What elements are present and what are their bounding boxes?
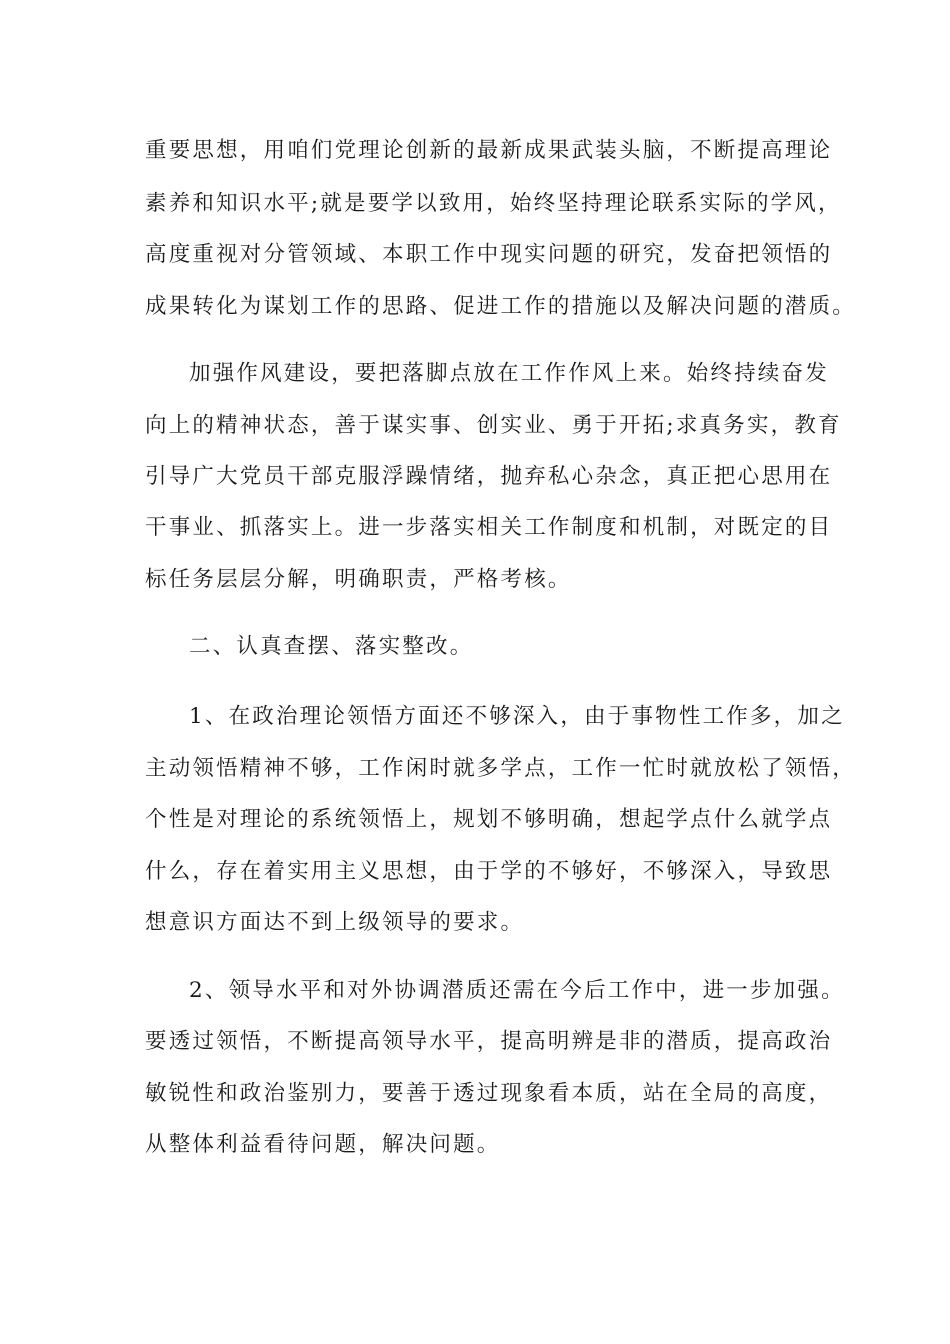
paragraph-line: 成果转化为谋划工作的思路、促进工作的措施以及解决问题的潜质。 <box>145 294 857 319</box>
paragraph-line: 1、在政治理论领悟方面还不够深入，由于事物性工作多，加之 <box>189 704 845 729</box>
paragraph-line: 重要思想，用咱们党理论创新的最新成果武装头脑，不断提高理论 <box>145 138 833 163</box>
paragraph-line: 2、领导水平和对外协调潜质还需在今后工作中，进一步加强。 <box>189 978 845 1003</box>
paragraph-line: 个性是对理论的系统领悟上，规划不够明确，想起学点什么就学点 <box>145 807 833 832</box>
paragraph-line: 加强作风建设，要把落脚点放在工作作风上来。始终持续奋发 <box>189 361 829 386</box>
paragraph-line: 干事业、抓落实上。进一步落实相关工作制度和机制，对既定的目 <box>145 515 833 540</box>
paragraph-line: 想意识方面达不到上级领导的要求。 <box>145 910 525 935</box>
paragraph-line: 引导广大党员干部克服浮躁情绪，抛弃私心杂念，真正把心思用在 <box>145 464 833 489</box>
paragraph-line: 向上的精神状态，善于谋实事、创实业、勇于开拓;求真务实，教育 <box>145 413 842 438</box>
heading-line: 二、认真查摆、落实整改。 <box>189 634 474 659</box>
paragraph-line: 敏锐性和政治鉴别力，要善于透过现象看本质，站在全局的高度， <box>145 1081 833 1106</box>
paragraph-line: 主动领悟精神不够，工作闲时就多学点，工作一忙时就放松了领悟， <box>145 756 857 781</box>
paragraph-line: 从整体利益看待问题，解决问题。 <box>145 1132 501 1157</box>
paragraph-line: 要透过领悟，不断提高领导水平，提高明辨是非的潜质，提高政治 <box>145 1029 833 1054</box>
paragraph-line: 标任务层层分解，明确职责，严格考核。 <box>145 567 572 592</box>
paragraph-line: 高度重视对分管领域、本职工作中现实问题的研究，发奋把领悟的 <box>145 242 833 267</box>
paragraph-line: 素养和知识水平;就是要学以致用，始终坚持理论联系实际的学风， <box>145 191 842 216</box>
paragraph-line: 什么，存在着实用主义思想，由于学的不够好，不够深入，导致思 <box>145 859 833 884</box>
